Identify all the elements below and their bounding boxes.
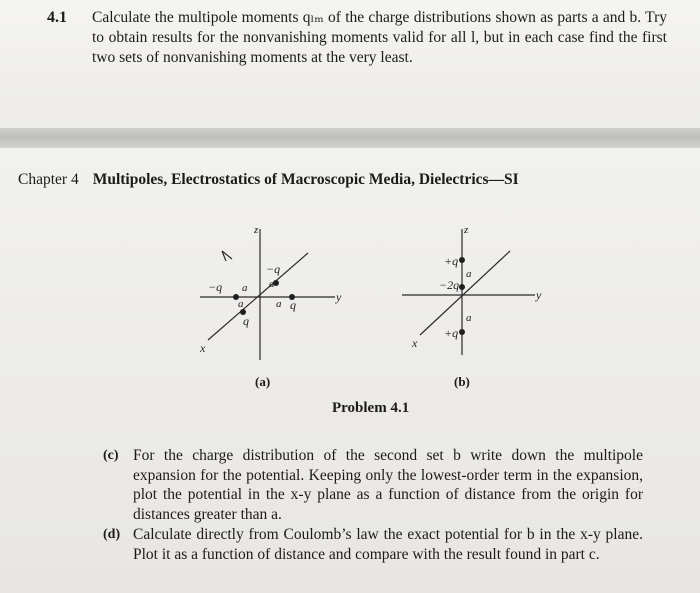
panel-a-label-q-bottom: q (243, 314, 249, 328)
panel-b-label-plus-q-top: +q (444, 254, 459, 268)
section-divider (0, 128, 700, 148)
panel-a-axis-x: x (200, 341, 206, 355)
part-c (103, 446, 643, 524)
panel-a-label-a-left: a (242, 282, 248, 294)
figure-caption: Problem 4.1 (332, 400, 410, 416)
chapter-heading (18, 171, 519, 189)
panel-b-axis-z: z (464, 224, 469, 236)
chapter-title: Multipoles, Electrostatics of Macroscopic Media, Dielectrics—SI (92, 171, 519, 188)
panel-a-label-neg-q-left: −q (208, 280, 223, 294)
part-d-text: Calculate directly from Coulomb’s law the exact potential for b in the x-y plane. Plot it as a function of distance and compare with the result found in part c. (133, 526, 643, 563)
charge-dot (459, 329, 465, 335)
panel-b-label: (b) (454, 374, 470, 389)
problem-number: 4.1 (47, 9, 67, 26)
panel-b-diagram (402, 229, 535, 355)
problem-figure (180, 215, 580, 365)
panel-a-label-neg-q-top: −q (266, 262, 281, 276)
panel-b-axis-y: y (536, 288, 542, 302)
panel-b-label-neg-2q: −2q (439, 278, 460, 292)
panel-a-label-q-right: q (290, 298, 296, 312)
panel-a-diagram (200, 229, 335, 360)
panel-b-label-a-top: a (466, 268, 472, 280)
problem-statement-panel (0, 0, 700, 128)
charge-dot (459, 257, 465, 263)
part-d-label: (d) (103, 527, 121, 542)
panel-b-x-axis (420, 251, 510, 335)
chapter-number: Chapter 4 (18, 171, 79, 188)
panel-b-label-plus-q-bottom: +q (444, 326, 459, 340)
panel-a-label-a-top: a (269, 278, 275, 290)
panel-a-axis-z: z (254, 224, 259, 236)
panel-b-axis-x: x (412, 336, 418, 350)
panel-a-label: (a) (255, 374, 271, 389)
charge-dot (459, 284, 465, 290)
panel-b-label-a-bottom: a (466, 312, 472, 324)
problem-text: Calculate the multipole moments qₗₘ of the charge distributions shown as parts a and b. Try to obtain results for the nonvanishing moments valid for all l, but in each case find the first two sets of nonvanishing moments at the very least. (92, 9, 667, 66)
panel-a-label-a-bottom: a (238, 298, 244, 310)
part-c-text: For the charge distribution of the second set b write down the multipole expansion for the potential. Keeping only the lowest-order term in the expansion, plot the potential in the x-y plane as a function of distance from the origin for distances greater than a. (133, 447, 643, 523)
panel-a-label-a-right: a (276, 298, 282, 310)
part-c-label: (c) (103, 448, 119, 463)
part-d (103, 525, 643, 564)
panel-a-axis-y: y (336, 290, 342, 304)
